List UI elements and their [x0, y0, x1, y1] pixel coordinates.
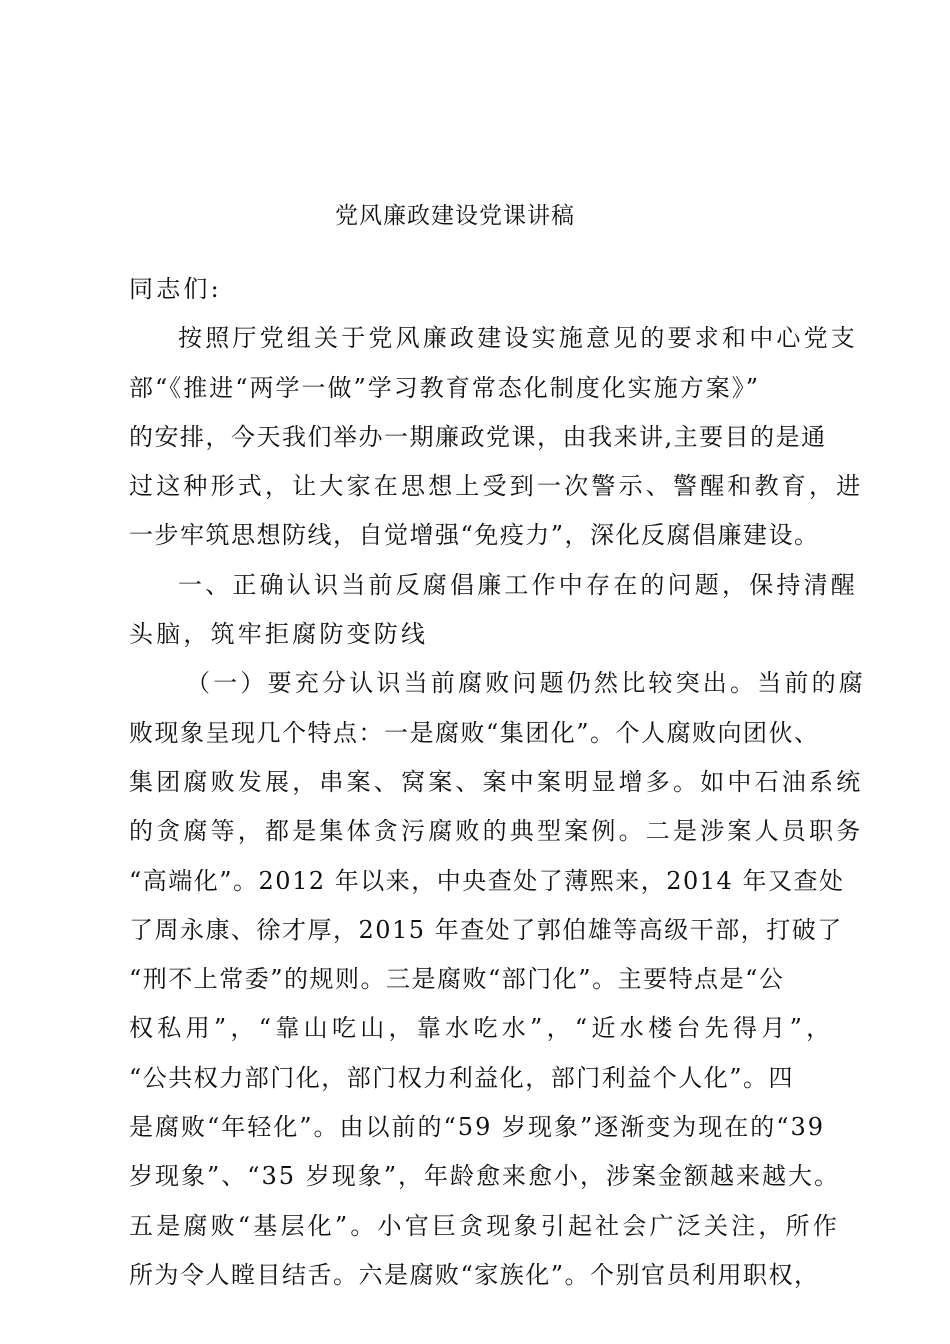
body-line: 部“《推进“两学一做”学习教育常态化制度化实施方案》”: [129, 373, 761, 402]
body-line: 是腐败“年轻化”。由以前的“59 岁现象”逐渐变为现在的“39: [129, 1113, 826, 1142]
document-title: [0, 196, 950, 236]
body-line: （一）要充分认识当前腐败问题仍然比较突出。当前的腐: [186, 669, 866, 698]
document-title-text: 党风廉政建设党课讲稿: [335, 203, 575, 229]
body-line: 岁现象”、“35 岁现象”，年龄愈来愈小，涉案金额越来越大。: [129, 1162, 840, 1191]
document-body: [129, 272, 866, 1307]
body-line: 的安排，今天我们举办一期廉政党课，由我来讲,主要目的是通: [129, 422, 827, 451]
body-line: “高端化”。2012 年以来，中央查处了薄熙来，2014 年又查处: [129, 866, 845, 895]
body-line: “刑不上常委”的规则。三是腐败“部门化”。主要特点是“公: [129, 965, 785, 994]
body-line: 的贪腐等，都是集体贪污腐败的典型案例。二是涉案人员职务: [129, 817, 864, 846]
body-line: “公共权力部门化，部门权力利益化，部门利益个人化”。四: [129, 1063, 795, 1092]
body-line: 五是腐败“基层化”。小官巨贪现象引起社会广泛关注，所作: [129, 1211, 840, 1240]
body-line: 败现象呈现几个特点：一是腐败“集团化”。个人腐败向团伙、: [129, 718, 820, 747]
body-line: 所为令人瞠目结舌。六是腐败“家族化”。个别官员利用职权，: [129, 1260, 820, 1289]
section-heading-line: 一、正确认识当前反腐倡廉工作中存在的问题，保持清醒: [178, 570, 858, 599]
body-line: 过这种形式，让大家在思想上受到一次警示、警醒和教育，进: [129, 472, 864, 501]
body-line: 了周永康、徐才厚，2015 年查处了郭伯雄等高级干部，打破了: [129, 915, 843, 944]
body-line: 一步牢筑思想防线，自觉增强“免疫力”，深化反腐倡廉建设。: [129, 521, 820, 550]
body-line: 按照厅党组关于党风廉政建设实施意见的要求和中心党支: [178, 324, 858, 353]
section-heading-line: 头脑，筑牢拒腐防变防线: [129, 620, 429, 649]
body-line: 权私用”，“靠山吃山，靠水吃水”，“近水楼台先得月”，: [129, 1014, 835, 1043]
salutation: 同志们:: [129, 275, 222, 303]
body-line: 集团腐败发展，串案、窝案、案中案明显增多。如中石油系统: [129, 767, 864, 796]
